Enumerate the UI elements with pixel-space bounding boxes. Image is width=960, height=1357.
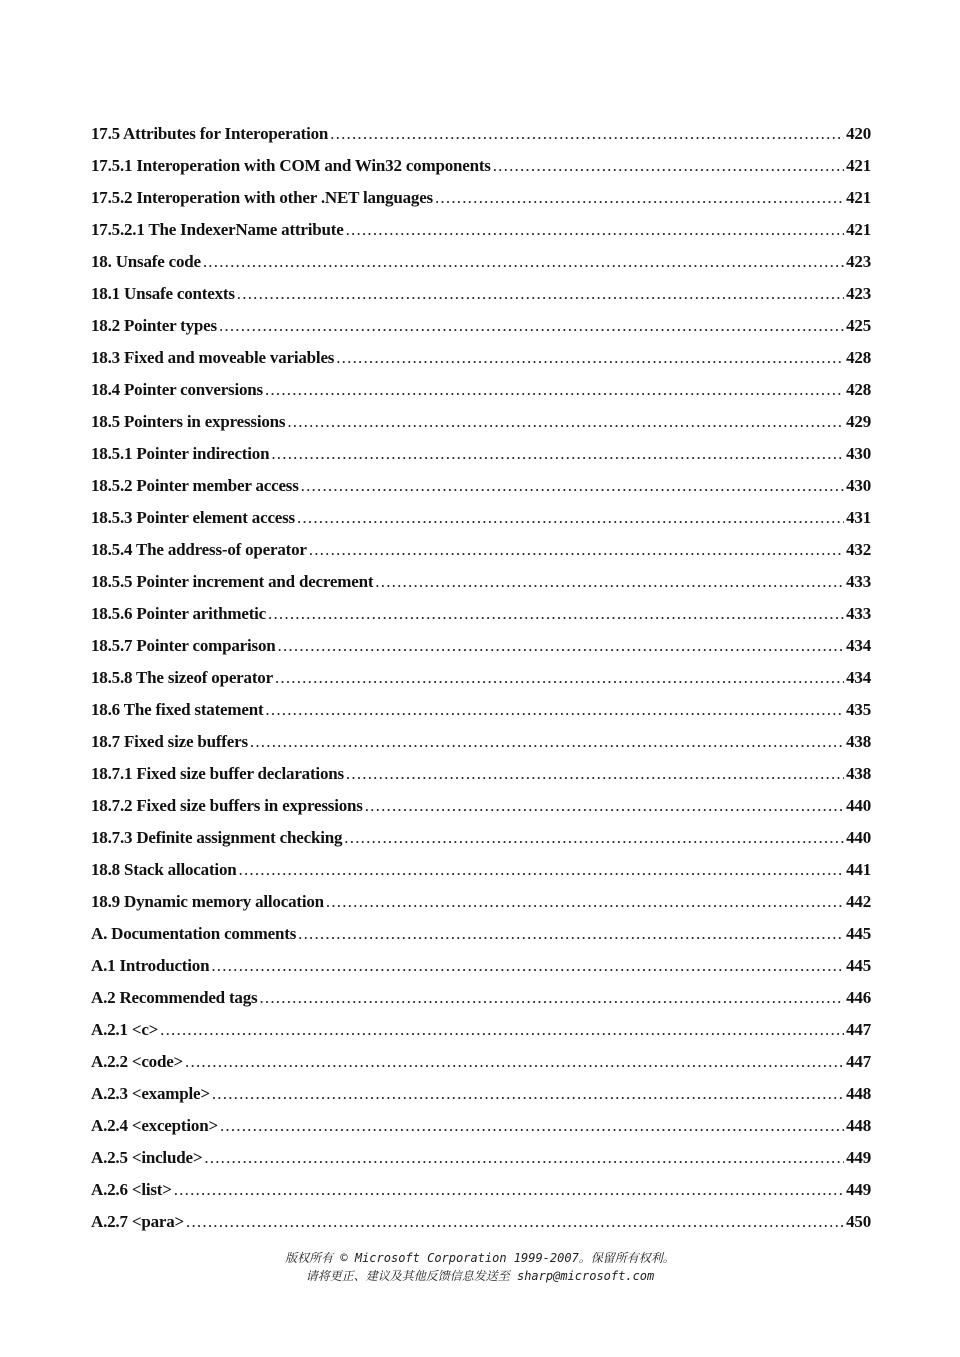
toc-dot-leader (298, 921, 844, 947)
toc-dot-leader (346, 761, 844, 787)
toc-dot-leader (309, 537, 844, 563)
toc-entry-page-number: 431 (846, 508, 871, 527)
toc-dot-leader (330, 121, 844, 147)
toc-entry-title: A.2 Recommended tags (91, 988, 258, 1007)
toc-entry-page-number: 449 (846, 1180, 871, 1199)
toc-entry-title: A.2.1 <c> (91, 1020, 159, 1039)
toc-dot-leader (265, 697, 844, 723)
toc-entry-page-number: 433 (846, 604, 871, 623)
toc-entry[interactable] (91, 1177, 871, 1209)
toc-entry-title: 18.4 Pointer conversions (91, 380, 263, 399)
toc-entry-title: 18.5.6 Pointer arithmetic (91, 604, 267, 623)
toc-entry[interactable] (91, 697, 871, 729)
toc-entry[interactable] (91, 281, 871, 313)
toc-entry-title: 18.7 Fixed size buffers (91, 732, 248, 751)
toc-dot-leader (186, 1209, 844, 1235)
toc-entry[interactable] (91, 985, 871, 1017)
toc-entry-title: A.2.3 <example> (91, 1084, 210, 1103)
toc-entry[interactable] (91, 921, 871, 953)
toc-entry[interactable] (91, 953, 871, 985)
toc-entry[interactable] (91, 313, 871, 345)
toc-entry-page-number: 447 (846, 1020, 871, 1039)
toc-entry-title: 18.2 Pointer types (91, 316, 217, 335)
toc-entry-page-number: 432 (846, 540, 871, 559)
toc-entry-title: A.2.4 <exception> (91, 1116, 218, 1135)
toc-entry-page-number: 430 (846, 476, 871, 495)
toc-entry-page-number: 420 (846, 124, 871, 143)
toc-entry-page-number: 449 (846, 1148, 871, 1167)
toc-entry-page-number: 440 (846, 828, 871, 847)
toc-dot-leader (271, 441, 844, 467)
toc-dot-leader (336, 345, 844, 371)
toc-entry-title: 18.5.5 Pointer increment and decrement (91, 572, 374, 591)
toc-dot-leader (174, 1177, 844, 1203)
toc-entry-page-number: 430 (846, 444, 871, 463)
toc-entry-page-number: 442 (846, 892, 871, 911)
toc-entry-title: 18.6 The fixed statement (91, 700, 264, 719)
toc-dot-leader (237, 281, 844, 307)
toc-entry[interactable] (91, 1049, 871, 1081)
toc-entry[interactable] (91, 409, 871, 441)
toc-entry[interactable] (91, 121, 871, 153)
toc-entry[interactable] (91, 185, 871, 217)
toc-entry-title: 18.9 Dynamic memory allocation (91, 892, 324, 911)
toc-entry-title: A. Documentation comments (91, 924, 297, 943)
toc-dot-leader (185, 1049, 844, 1075)
toc-entry[interactable] (91, 1081, 871, 1113)
toc-entry[interactable] (91, 1209, 871, 1241)
toc-dot-leader (211, 953, 844, 979)
toc-entry-title: 18.7.2 Fixed size buffers in expressions (91, 796, 363, 815)
toc-entry-title: 18. Unsafe code (91, 252, 201, 271)
toc-entry-page-number: 434 (846, 668, 871, 687)
toc-entry[interactable] (91, 857, 871, 889)
toc-entry-page-number: 433 (846, 572, 871, 591)
toc-entry-page-number: 435 (846, 700, 871, 719)
toc-entry-page-number: 428 (846, 348, 871, 367)
toc-entry-page-number: 421 (846, 188, 871, 207)
footer-feedback: 请将更正、建议及其他反馈信息发送至 sharp@microsoft.com (305, 1269, 655, 1283)
toc-entry-title: 17.5.2 Interoperation with other .NET languages (91, 188, 433, 207)
toc-entry-title: 17.5 Attributes for Interoperation (91, 124, 329, 143)
toc-entry-title: 18.7.3 Definite assignment checking (91, 828, 343, 847)
toc-entry-title: 18.5.2 Pointer member access (91, 476, 299, 495)
toc-dot-leader (239, 857, 845, 883)
toc-entry[interactable] (91, 729, 871, 761)
toc-entry-page-number: 421 (846, 220, 871, 239)
toc-entry-title: 18.5.4 The address-of operator (91, 540, 307, 559)
toc-dot-leader (212, 1081, 844, 1107)
toc-dot-leader (365, 793, 844, 819)
toc-entry-title: A.2.7 <para> (91, 1212, 185, 1231)
toc-dot-leader (301, 473, 844, 499)
toc-entry[interactable] (91, 1145, 871, 1177)
toc-entry-title: 18.5 Pointers in expressions (91, 412, 286, 431)
toc-entry-page-number: 450 (846, 1212, 871, 1231)
toc-dot-leader (220, 1113, 844, 1139)
toc-entry-title: A.2.5 <include> (91, 1148, 203, 1167)
toc-entry[interactable] (91, 761, 871, 793)
page-footer (0, 1249, 960, 1285)
toc-entry-title: A.2.2 <code> (91, 1052, 184, 1071)
toc-dot-leader (265, 377, 844, 403)
toc-entry[interactable] (91, 1113, 871, 1145)
toc-dot-leader (297, 505, 844, 531)
toc-dot-leader (203, 249, 844, 275)
toc-entry[interactable] (91, 665, 871, 697)
toc-dot-leader (287, 409, 844, 435)
toc-entry-page-number: 440 (846, 796, 871, 815)
toc-dot-leader (346, 217, 845, 243)
toc-entry-page-number: 429 (846, 412, 871, 431)
toc-dot-leader (204, 1145, 844, 1171)
toc-entry[interactable] (91, 601, 871, 633)
toc-entry[interactable] (91, 537, 871, 569)
toc-entry-page-number: 438 (846, 732, 871, 751)
toc-entry-page-number: 423 (846, 284, 871, 303)
toc-entry[interactable] (91, 825, 871, 857)
toc-entry-title: 17.5.2.1 The IndexerName attribute (91, 220, 344, 239)
toc-entry-title: 18.5.3 Pointer element access (91, 508, 295, 527)
toc-dot-leader (268, 601, 844, 627)
toc-dot-leader (160, 1017, 844, 1043)
toc-dot-leader (435, 185, 844, 211)
toc-entry-page-number: 428 (846, 380, 871, 399)
toc-entry-page-number: 448 (846, 1116, 871, 1135)
toc-entry-title: 18.5.1 Pointer indirection (91, 444, 270, 463)
toc-entry[interactable] (91, 153, 871, 185)
toc-entry[interactable] (91, 793, 871, 825)
toc-entry[interactable] (91, 1017, 871, 1049)
toc-entry[interactable] (91, 889, 871, 921)
toc-entry-page-number: 438 (846, 764, 871, 783)
toc-dot-leader (375, 569, 844, 595)
footer-copyright: 版权所有 © Microsoft Corporation 1999-2007。保留所有权利。 (285, 1251, 675, 1265)
toc-entry[interactable] (91, 505, 871, 537)
toc-entry[interactable] (91, 249, 871, 281)
toc-entry-page-number: 445 (846, 956, 871, 975)
toc-entry-title: 17.5.1 Interoperation with COM and Win32 components (91, 156, 491, 175)
toc-entry-page-number: 434 (846, 636, 871, 655)
toc-entry-title: 18.8 Stack allocation (91, 860, 237, 879)
table-of-contents (91, 121, 871, 1241)
toc-entry[interactable] (91, 633, 871, 665)
toc-dot-leader (219, 313, 844, 339)
toc-entry-title: 18.7.1 Fixed size buffer declarations (91, 764, 344, 783)
toc-entry[interactable] (91, 569, 871, 601)
toc-entry-title: 18.1 Unsafe contexts (91, 284, 235, 303)
toc-entry-page-number: 441 (846, 860, 871, 879)
toc-dot-leader (278, 633, 845, 659)
toc-dot-leader (493, 153, 844, 179)
toc-entry-page-number: 448 (846, 1084, 871, 1103)
toc-entry-title: 18.5.7 Pointer comparison (91, 636, 276, 655)
toc-entry[interactable] (91, 473, 871, 505)
toc-dot-leader (344, 825, 844, 851)
toc-dot-leader (259, 985, 844, 1011)
toc-dot-leader (326, 889, 844, 915)
toc-dot-leader (275, 665, 844, 691)
toc-entry-title: 18.5.8 The sizeof operator (91, 668, 273, 687)
toc-entry-page-number: 425 (846, 316, 871, 335)
toc-entry[interactable] (91, 377, 871, 409)
toc-entry-page-number: 446 (846, 988, 871, 1007)
toc-entry[interactable] (91, 441, 871, 473)
toc-entry-page-number: 445 (846, 924, 871, 943)
toc-entry[interactable] (91, 217, 871, 249)
toc-entry-title: A.1 Introduction (91, 956, 210, 975)
toc-entry-title: A.2.6 <list> (91, 1180, 172, 1199)
toc-entry-title: 18.3 Fixed and moveable variables (91, 348, 335, 367)
toc-entry-page-number: 447 (846, 1052, 871, 1071)
toc-dot-leader (250, 729, 844, 755)
toc-entry-page-number: 423 (846, 252, 871, 271)
toc-entry[interactable] (91, 345, 871, 377)
toc-entry-page-number: 421 (846, 156, 871, 175)
